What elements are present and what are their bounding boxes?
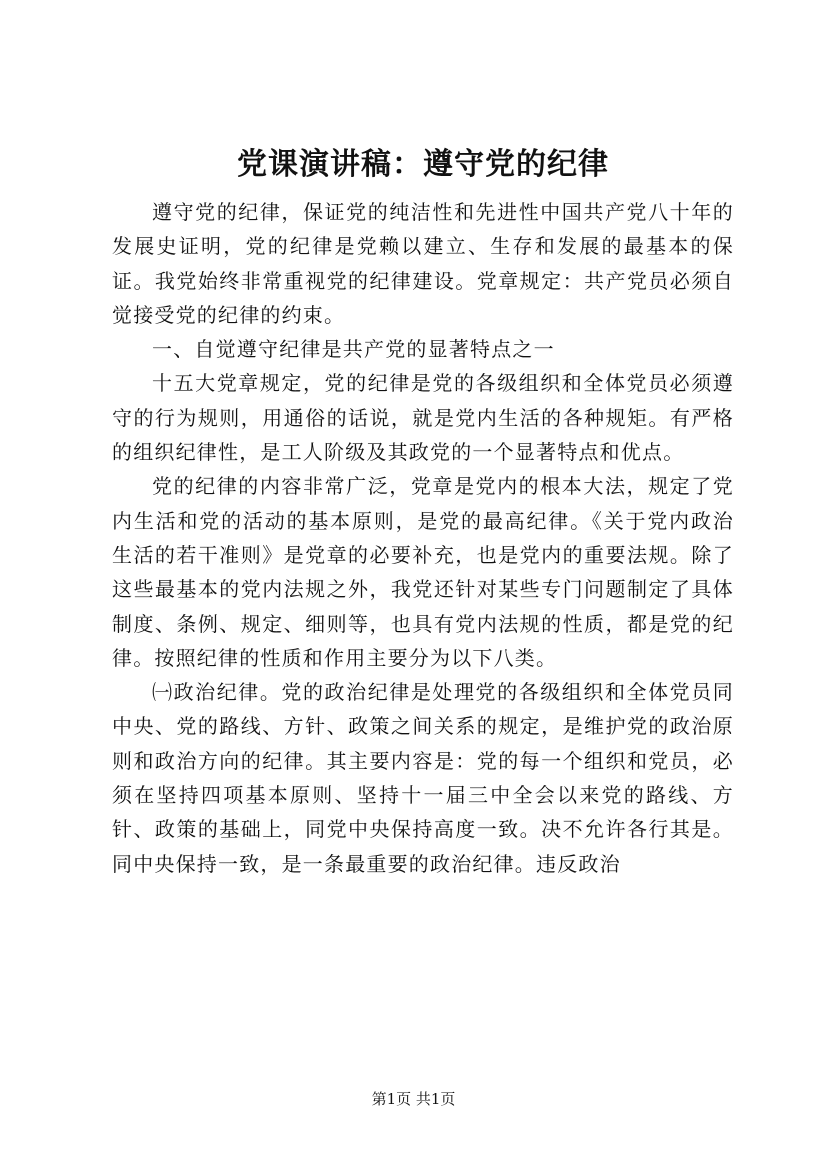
paragraph-political-discipline: ㈠政治纪律。党的政治纪律是处理党的各级组织和全体党员同中央、党的路线、方针、政策之间关系的规定，是维护党的政治原则和政治方向的纪律。其主要内容是：党的每一个组织和党员，必须在坚持四项基本原则、坚持十一届三中全会以来党的路线、方针、政策的基础上，同党中央保持高度一致。决不允许各行其是。同中央保持一致，是一条最重要的政治纪律。违反政治 (112, 680, 734, 876)
paragraph-discipline-content: 党的纪律的内容非常广泛，党章是党内的根本大法，规定了党内生活和党的活动的基本原则，是党的最高纪律。《关于党内政治生活的若干准则》是党章的必要补充，也是党内的重要法规。除了这些最基本的党内法规之外，我党还针对某些专门问题制定了具体制度、条例、规定、细则等，也具有党内法规的性质，都是党的纪律。按照纪律的性质和作用主要分为以下八类。 (112, 474, 734, 670)
document-page (112, 140, 734, 881)
document-title: 党课演讲稿：遵守党的纪律 (237, 147, 609, 182)
paragraph-party-constitution: 十五大党章规定，党的纪律是党的各级组织和全体党员必须遵守的行为规则，用通俗的话说，就是党内生活的各种规矩。有严格的组织纪律性，是工人阶级及其政党的一个显著特点和优点。 (112, 371, 734, 465)
paragraph-intro: 遵守党的纪律，保证党的纯洁性和先进性中国共产党八十年的发展史证明，党的纪律是党赖以建立、生存和发展的最基本的保证。我党始终非常重视党的纪律建设。党章规定：共产党员必须自觉接受党的纪律的约束。 (112, 200, 734, 327)
section-heading-1: 一、自觉遵守纪律是共产党的显著特点之一 (152, 337, 555, 362)
page-footer (0, 1088, 827, 1110)
page-number-label: 第1页 共1页 (371, 1090, 456, 1108)
